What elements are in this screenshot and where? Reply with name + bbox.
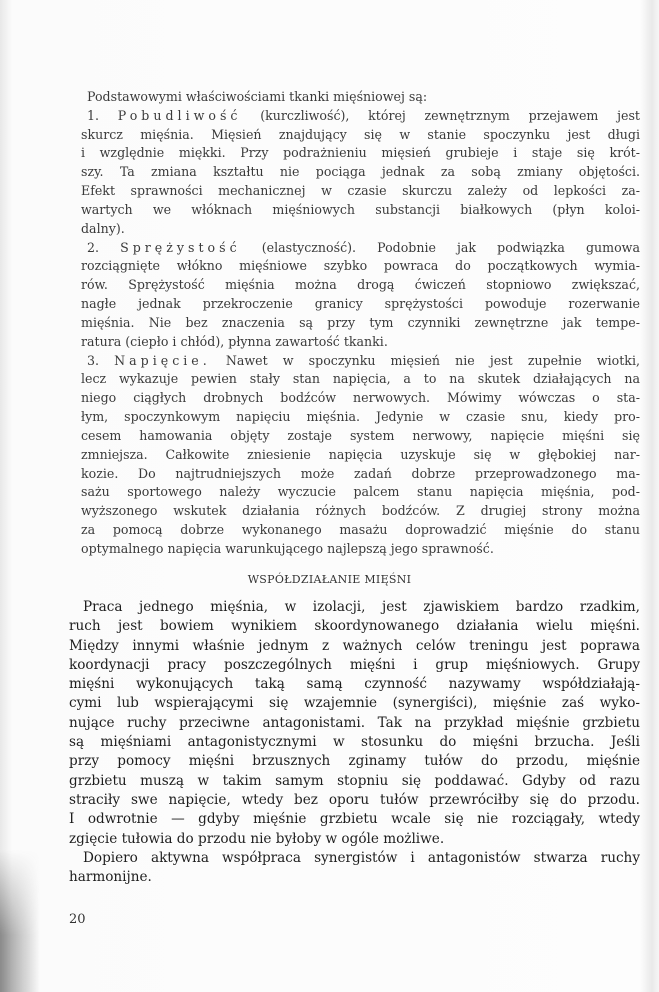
text-line: koordynacji pracy poszczególnych mięśni i grup mięśniowych. Grupy bbox=[69, 656, 640, 673]
text-line: kozie. Do najtrudniejszych może zadań dobrze przeprowadzonego ma- bbox=[81, 465, 640, 481]
section-muscle-cooperation bbox=[69, 598, 640, 887]
text-line: rozciągnięte włókno mięśniowe szybko powraca do początkowych wymia- bbox=[81, 258, 640, 274]
text-line: wartych we włóknach mięśniowych substancji białkowych (płyn koloi- bbox=[81, 201, 640, 217]
text-line: ruch jest bowiem wynikiem skoordynowanego działania wielu mięśni. bbox=[69, 618, 640, 635]
text-line: nujące ruchy przeciwne antagonistami. Tak na przykład mięśnie grzbietu bbox=[69, 714, 640, 731]
item1-first-line: 1. Pobudliwość (kurczliwość), której zewnętrznym przejawem jest bbox=[87, 107, 640, 123]
term-sprezystosc: Sprężystość bbox=[120, 239, 241, 255]
text-line: ratura (ciepło i chłód), płynna zawartość tkanki. bbox=[81, 333, 388, 349]
text-line: Praca jednego mięśnia, w izolacji, jest zjawiskiem bardzo rzadkim, bbox=[83, 599, 640, 615]
text-line: cesem hamowania objęty zostaje system nerwowy, napięcie mięśni się bbox=[81, 427, 640, 443]
page-number: 20 bbox=[69, 912, 86, 927]
text-line: przy pomocy mięśni brzusznych zginamy tułów do przodu, mięśnie bbox=[69, 753, 640, 770]
item3-first-line: 3. Napięcie. Nawet w spoczynku mięsień nie jest zupełnie wiotki, bbox=[87, 352, 640, 368]
text-line: są mięśniami antagonistycznymi w stosunku do mięśni brzucha. Jeśli bbox=[69, 734, 640, 751]
text-line: niego ciągłych drobnych bodźców nerwowych. Mówimy wówczas o sta- bbox=[81, 390, 640, 406]
text-line: dalny). bbox=[81, 220, 125, 236]
text-line: mięśnia. Nie bez znaczenia są przy tym czynniki zewnętrzne jak tempe- bbox=[81, 314, 640, 330]
text-line: wyższonego wskutek działania różnych bodźców. Z drugiej strony można bbox=[81, 503, 640, 519]
text-line: rów. Sprężystość mięśnia można drogą ćwiczeń stopniowo zwiększać, bbox=[81, 277, 640, 293]
text-line: nagłe jednak przekroczenie granicy sprężystości powoduje rozerwanie bbox=[81, 296, 640, 312]
text-line: optymalnego napięcia warunkującego najlepszą jego sprawność. bbox=[81, 540, 494, 556]
intro-line: Podstawowymi właściwościami tkanki mięśniowej są: bbox=[87, 89, 428, 104]
text-line: za pomocą dobrze wykonanego masażu doprowadzić mięśnie do stanu bbox=[81, 522, 640, 538]
text-line: lecz wykazuje pewien stały stan napięcia, a to na skutek działających na bbox=[81, 371, 640, 387]
section-heading: WSPÓŁDZIAŁANIE MIĘŚNI bbox=[247, 573, 412, 586]
text-line: grzbietu muszą w takim samym stopniu się poddawać. Gdyby od razu bbox=[69, 772, 640, 789]
text-line: Między innymi właśnie jednym z ważnych celów treningu jest poprawa bbox=[69, 637, 640, 654]
text-line: cymi lub wspierającymi się wzajemnie (synergiści), mięśnie zaś wyko- bbox=[69, 695, 640, 712]
text-line: Efekt sprawności mechanicznej w czasie skurczu zależy od lepkości za- bbox=[81, 183, 640, 199]
text-line: I odwrotnie — gdyby mięśnie grzbietu wcale się nie rozciągały, wtedy bbox=[69, 811, 640, 828]
section-muscle-properties bbox=[81, 88, 640, 559]
term-pobudliwosc: Pobudliwość bbox=[117, 107, 242, 123]
text-line: zgięcie tułowia do przodu nie byłoby w ogóle możliwe. bbox=[69, 830, 445, 847]
text-line: Dopiero aktywna współpraca synergistów i antagonistów stwarza ruchy bbox=[83, 849, 640, 866]
text-line: szy. Ta zmiana kształtu nie pociąga jednak za sobą zmiany objętości. bbox=[81, 164, 640, 180]
text-line: zmniejsza. Całkowite zniesienie napięcia uzyskuje się w głębokiej nar- bbox=[81, 446, 640, 462]
text-line: skurcz mięśnia. Mięsień znajdujący się w stanie spoczynku jest długi bbox=[81, 126, 640, 142]
text-line: łym, spoczynkowym napięciu mięśnia. Jedynie w czasie snu, kiedy pro- bbox=[81, 409, 640, 425]
text-line: harmonijne. bbox=[69, 869, 152, 886]
text-line: i względnie miękki. Przy podrażnieniu mięsień grubieje i staje się krót- bbox=[81, 145, 640, 161]
binding-shadow bbox=[0, 850, 40, 992]
text-line: straciły swe napięcie, wtedy bez oporu tułów przewróciłby się do przodu. bbox=[69, 791, 640, 808]
text-line: sażu sportowego należy wyczucie palcem stanu napięcia mięśnia, pod- bbox=[81, 484, 640, 500]
text-line: mięśni wykonujących taką samą czynność nazywamy współdziałają- bbox=[69, 676, 640, 693]
item2-first-line: 2. Sprężystość (elastyczność). Podobnie jak podwiązka gumowa bbox=[87, 239, 640, 255]
term-napiecie: Napięcie. bbox=[114, 352, 211, 368]
